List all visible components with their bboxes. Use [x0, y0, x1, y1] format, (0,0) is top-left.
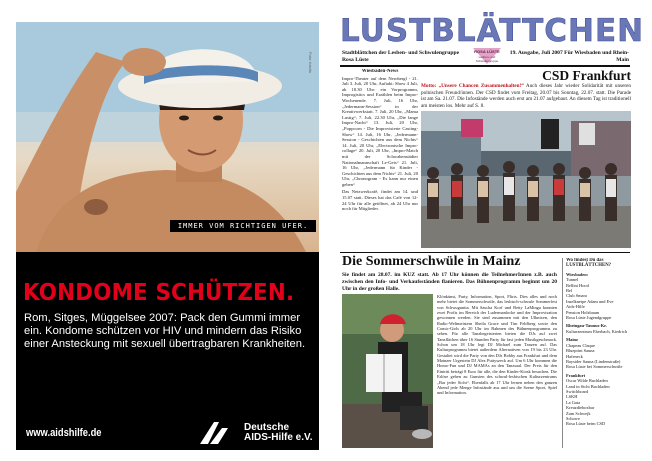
- issue-info: 19. Ausgabe, Juli 2007 Für Wiesbaden und Rhein-Main: [509, 50, 629, 63]
- wiesbaden-news-column: [342, 69, 418, 259]
- mainz-headline: Die Sommerschwüle in Mainz: [342, 254, 521, 269]
- sidebox-location-item: Schowe: [566, 415, 580, 421]
- sidebox-location-item: La Gata: [566, 399, 581, 405]
- woman-reading-illustration: [342, 294, 433, 448]
- distribution-sidebox: [562, 258, 632, 448]
- csd-parade-photo: [421, 111, 631, 248]
- logo-line-2: AIDS-Hilfe e.V.: [244, 432, 313, 443]
- csd-motto: Motto: „Unsere Chancen Zusammenhalten!“: [421, 83, 524, 89]
- sidebox-location-item: Rosa Lüste Jugendgruppe: [566, 315, 612, 321]
- sidebox-section-title: Wiesbaden:: [566, 271, 589, 277]
- aids-hilfe-logo-icon: [200, 422, 228, 444]
- masthead-subtitle: Stadtblättchen der Lesben- und Schwulengruppe Rosa Lüste: [342, 50, 460, 63]
- ad-body-text: Rom, Sitges, Müggelsee 2007: Pack den Gummi immer ein. Kondome schützen vor HIV und mindern das Risiko einer Ansteckung mit sexuell übertragbaren Krankheiten.: [24, 312, 306, 350]
- sidebox-location-item: Bellini Hood: [566, 282, 589, 288]
- sidebox-location-item: Oscar Wilde Buchladen: [566, 378, 608, 384]
- sidebox-location-item: Kreuzdieboxbar: [566, 405, 595, 411]
- wiesbaden-heading: Wiesbaden-News: [361, 69, 399, 74]
- ad-headline: KONDOME SCHÜTZEN.: [23, 280, 295, 306]
- mainz-reader-photo: [342, 294, 433, 448]
- sidebox-location-item: Zum Schwejk: [566, 410, 591, 416]
- sidebox-location-item: Switchboard: [566, 388, 589, 394]
- sidebox-location-item: LSKH: [566, 394, 578, 400]
- mainz-lead: Sie findet am 28.07. im KUZ statt. Ab 17 Uhr können die TeilnehmerInnen z.B. auch zwischen den Info- und Verkaufsständen flanieren. Das Bühnenprogramm beginnt um 20 Uhr in der großen Halle.: [342, 272, 557, 292]
- photo-credit: Foto: fotolia: [308, 52, 313, 73]
- masthead-rule: [340, 65, 630, 67]
- newspaper-page: [333, 8, 645, 453]
- sidebox-location-item: Land in Sicht Buchladen: [566, 383, 610, 389]
- sidebox-sections: [566, 272, 632, 427]
- badge-subtitle: Lesben- und Schwulengruppe: [475, 55, 499, 63]
- sidebox-section-title: Mainz: [566, 337, 578, 343]
- wiesbaden-paragraph: Das Netzwerkcafé, findet am 14. und 15.07 statt. Dieses hat das Café von 12-24 Uhr für alle geöffnet, ab 24 Uhr nur noch für Mitglieder.: [342, 189, 418, 212]
- sidebox-location-item: Bel: [566, 288, 573, 294]
- sidebox-location-item: Baysider Sauna (Lindenstraße): [566, 358, 621, 364]
- rosa-lueste-badge: [469, 48, 505, 66]
- sidebox-location-item: Inselkneipe Adam und Eve: [566, 298, 614, 304]
- sidebox-location-item: Kulturzentrum Eberbach, Kiedrich: [566, 328, 628, 334]
- parade-crowd-illustration: [421, 111, 631, 248]
- sidebox-location-item: Chapeau Claque: [566, 342, 595, 348]
- ad-tagline: IMMER VOM RICHTIGEN UFER.: [170, 220, 316, 232]
- ad-url[interactable]: www.aidshilfe.de: [26, 427, 102, 439]
- aids-hilfe-ad: [16, 22, 319, 450]
- sidebox-location-item: Blueprint Sauna: [566, 348, 595, 354]
- sidebox-location-item: Aids-Hilfe: [566, 304, 585, 310]
- sidebox-heading: Wo findest Du das LUSTBLÄTTCHEN?: [566, 258, 612, 269]
- masthead-title: LUSTBLÄTTCHEN: [340, 13, 645, 49]
- sidebox-location-item: Rosa Lüste bei Sommerschwüle: [566, 364, 623, 370]
- mainz-body-text: Klönkünst, Party, Information, Sport, Flirts. Dies alles und noch mehr bietet die Sommerschwüle, das lesbisch-schwule Sommerfest von Schwuguntia. Mit Sascha Korf und Betty LaMinga konnten zwei Profis im Bereich der Ludermanlocke und der Improvisation gewonnen werden. Sie sind zusammen mit den Ulknixen, den Radio-Weltmeistern Sheila Grace und Tim Fehlberg sowie den Comic-Girls ab 20 Uhr im Rahmen des Bühnenprogramms zu sehen. Für alle Tanzbegeisterten bieten die DJs auf zwei Tanzflächen über 16 Stunden Party für fast jeden Musikgeschmack. Schon um 18 Uhr legt DJ Michael zum Tanzen auf. Das Kulturprogramm bietet außerdem Alternativen von 19 bis 23 Uhr. Gestaltet wird die Party von den DJs Bobby aus Frankfurt und dem Mainzer Urgestein DJ Alex Puttyszeck auf. Um 6 Uhr kommen die Homo-Fun und DJ MAMAs an den Tanzsaal. Der Preis für den Eintritt beträgt 8 Euro für alle, die den Kinder-Kiosk besuchen. Die Erlöse gehen zu Gunsten des schwul-lesbischen Kulturzentrums „Bar jeder Sicht“. Ebenfalls ab 17 Uhr lernen neben den ganzen Abend jede Menge Infostände aus und um die Szene Sport, Spiel und Information.: [437, 294, 557, 396]
- sidebox-section-title: Rheingau-Taunus-Kr.: [566, 323, 607, 329]
- aids-hilfe-logo: [200, 418, 313, 446]
- wiesbaden-paragraph: Impro-Theater auf dem Nerobergl - 21. Juli 3. Juli, 20 Uhr, Auftakt: Show 4 Juli, ab 18.30 Uhr: ein Vorprogramm, Improgistics und Erzählen beim Impro-Wochenende. 7. Juli, 16 Uhr, „Jedermann-Session“ in der Kreativwerkstatt. 7. Juli, 20 Uhr, „Mama Lustig“, 7. Juli, 22.30 Uhr, „Die lange Impro-Nacht“ 13. Juli, 20 Uhr, „Poppcorn - Die Improvisierte Casting-Show“ 14. Juli, 16 Uhr, „Jedermann-Session - Geschichten aus dem Nichts“ 14. Juli, 20 Uhr, „Electronische Impro-collage“ 20. Juli, 20 Uhr, „Impro-Match mit der Schwabenstädter Nationalmannschaft Le-Gets“ 21. Juli, 16 Uhr, „Jedermann für Kinder - Geschichten aus dem Nichts“ 21. Juli, 20 Uhr, „Chronogram - Es kann nur einen geben“: [342, 75, 418, 187]
- sidebox-location-item: Tunnel: [566, 277, 579, 283]
- sidebox-location-item: Pension Holzbaum: [566, 309, 600, 315]
- badge-title: ROSA LÜSTE: [474, 49, 500, 54]
- logo-line-1: Deutsche: [244, 422, 290, 433]
- ad-photo: [16, 22, 319, 252]
- sidebox-location-item: Rosa Lüste beim CSD: [566, 421, 606, 427]
- sidebox-section-title: Frankfurt: [566, 372, 586, 378]
- csd-headline: CSD Frankfurt: [542, 68, 631, 83]
- man-with-hat-illustration: [16, 22, 319, 252]
- csd-lead-text: Auch dieses Jahr wieder Solidarität mit unseren polnischen Freund/innen. Der CSD findet vom Freitag, 20.07 bis Sonntag, 22.07. statt. Die Parade ist am Sa. 21.07. Die Infostände werden auch erst am 21.07 aufgebaut. An diesem Tag ist traditionell am meisten los. Mehr auf S. 8.: [421, 83, 631, 109]
- sidebox-location-item: Club Smara: [566, 293, 587, 299]
- sidebox-location-item: Hafeneck: [566, 353, 583, 359]
- csd-lead: [421, 83, 631, 109]
